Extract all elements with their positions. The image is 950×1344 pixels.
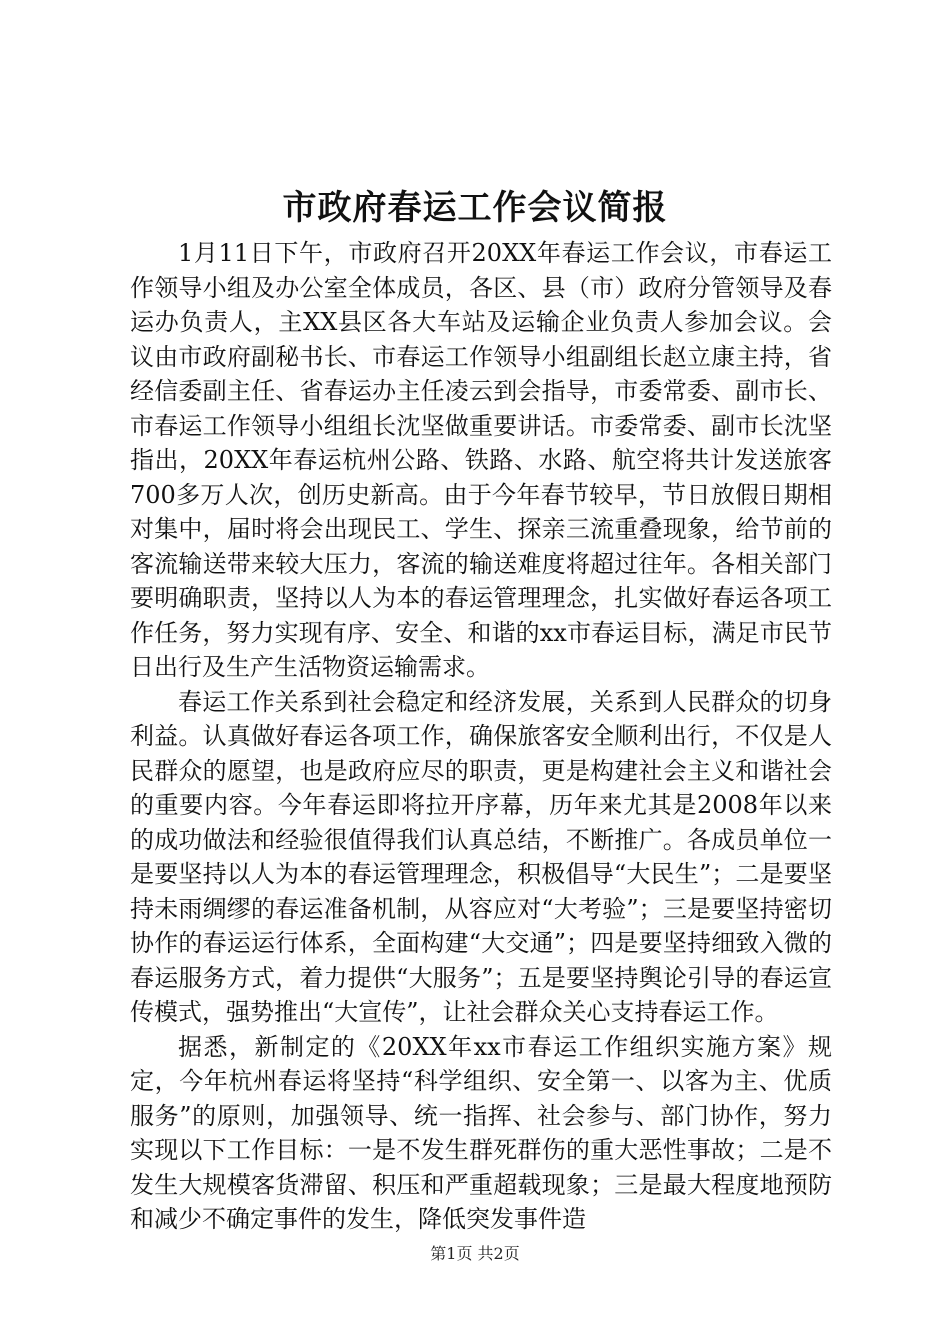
- paragraph-1: 1月11日下午，市政府召开20XX年春运工作会议，市春运工作领导小组及办公室全体成员，各区、县（市）政府分管领导及春运办负责人，主XX县区各大车站及运输企业负责人参加会议。会议由市政府副秘书长、市春运工作领导小组副组长赵立康主持，省经信委副主任、省春运办主任凌云到会指导，市委常委、副市长、市春运工作领导小组组长沈坚做重要讲话。市委常委、副市长沈坚指出，20XX年春运杭州公路、铁路、水路、航空将共计发送旅客700多万人次，创历史新高。由于今年春节较早，节日放假日期相对集中，届时将会出现民工、学生、探亲三流重叠现象，给节前的客流输送带来较大压力，客流的输送难度将超过往年。各相关部门要明确职责，坚持以人为本的春运管理理念，扎实做好春运各项工作任务，努力实现有序、安全、和谐的xx市春运目标，满足市民节日出行及生产生活物资运输需求。: [130, 239, 832, 681]
- paragraph-3: 据悉，新制定的《20XX年xx市春运工作组织实施方案》规定，今年杭州春运将坚持“科学组织、安全第一、以客为主、优质服务”的原则，加强领导、统一指挥、社会参与、部门协作，努力实现以下工作目标：一是不发生群死群伤的重大恶性事故；二是不发生大规模客货滞留、积压和严重超载现象；三是最大程度地预防和减少不确定事件的发生，降低突发事件造: [130, 1032, 832, 1233]
- page-title: 市政府春运工作会议简报: [282, 188, 668, 228]
- paragraph-2: 春运工作关系到社会稳定和经济发展，关系到人民群众的切身利益。认真做好春运各项工作，确保旅客安全顺利出行，不仅是人民群众的愿望，也是政府应尽的职责，更是构建社会主义和谐社会的重要内容。今年春运即将拉开序幕，历年来尤其是2008年以来的成功做法和经验很值得我们认真总结，不断推广。各成员单位一是要坚持以人为本的春运管理理念，积极倡导“大民生”；二是要坚持未雨绸缪的春运准备机制，从容应对“大考验”；三是要坚持密切协作的春运运行体系，全面构建“大交通”；四是要坚持细致入微的春运服务方式，着力提供“大服务”；五是要坚持舆论引导的春运宣传模式，强势推出“大宣传”，让社会群众关心支持春运工作。: [130, 687, 832, 1026]
- page-footer: 第1页 共2页: [430, 1244, 520, 1263]
- document-body: [130, 236, 832, 1237]
